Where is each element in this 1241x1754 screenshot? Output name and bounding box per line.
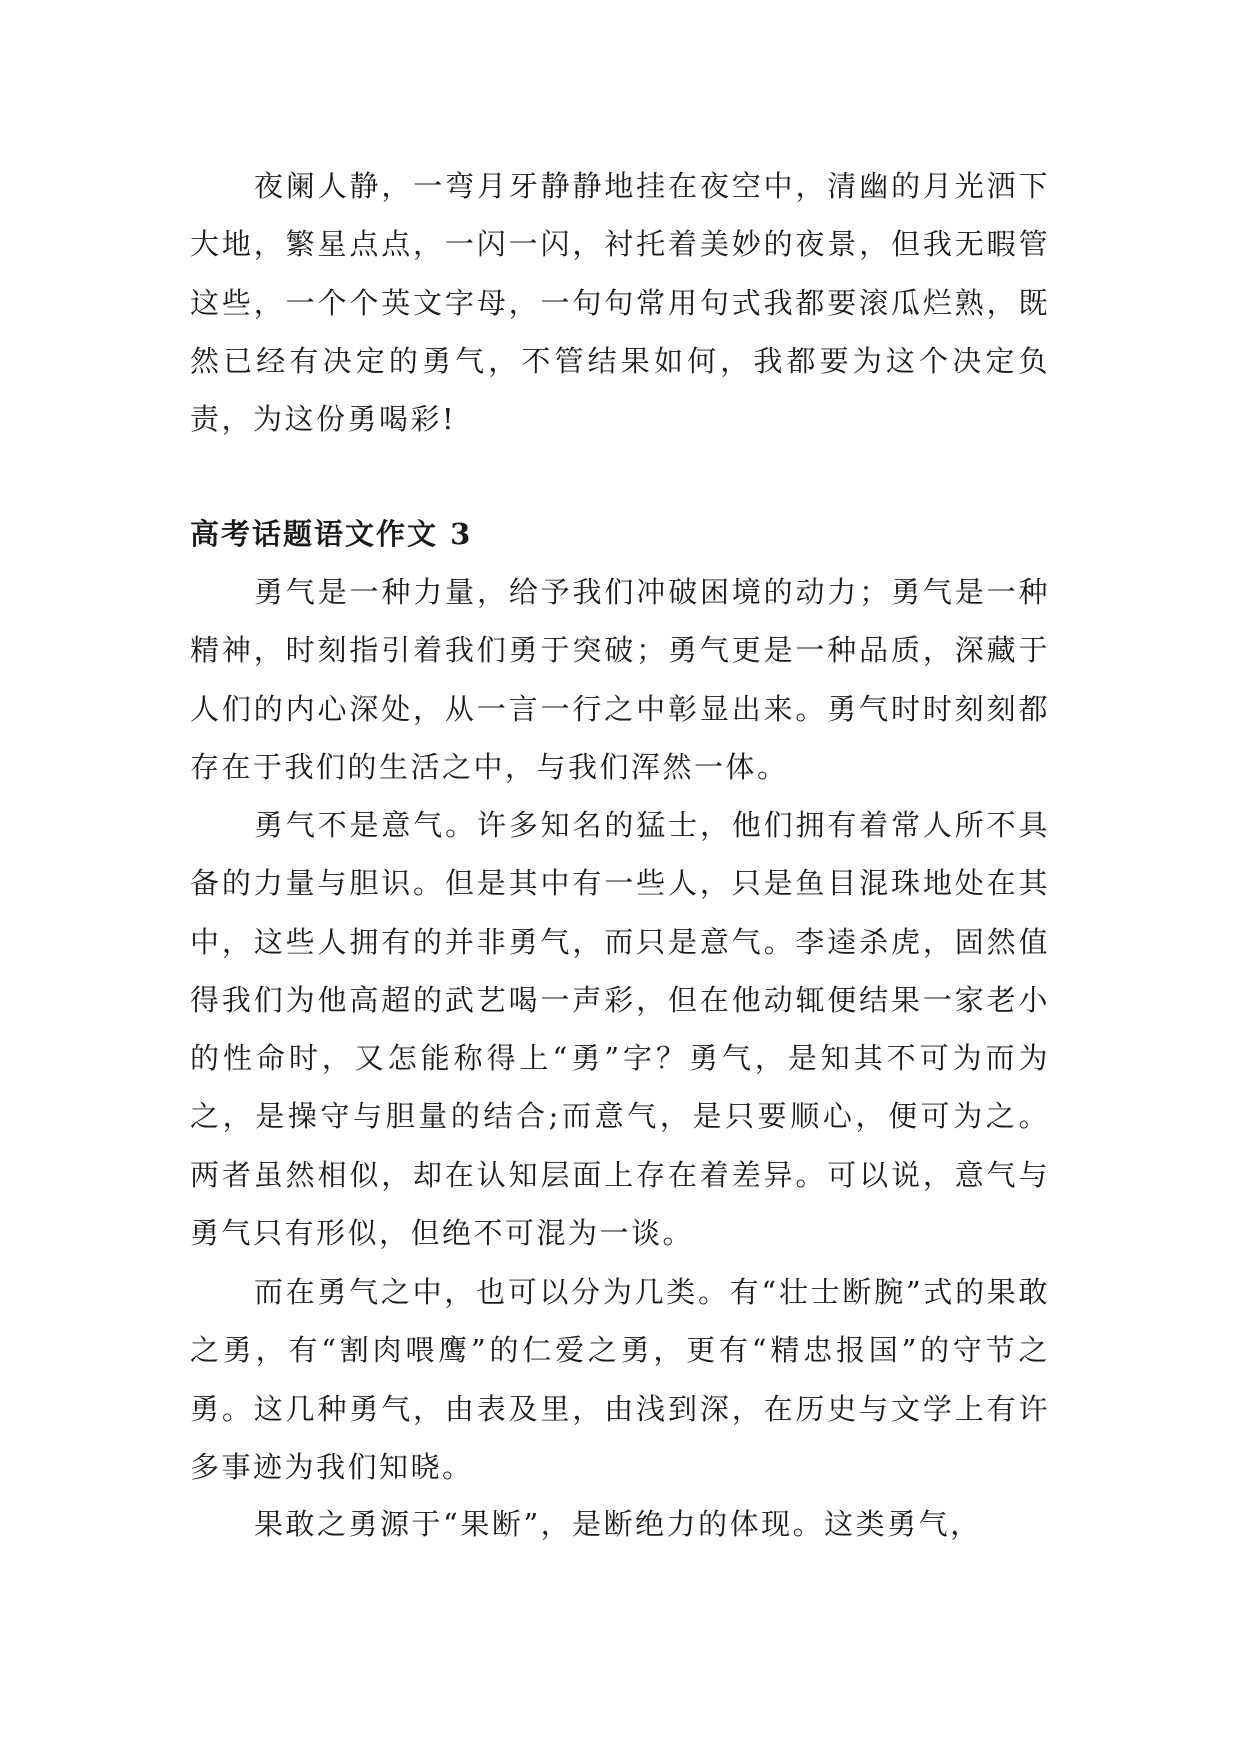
paragraph-courage-vs-impulse: 勇气不是意气。许多知名的猛士，他们拥有着常人所不具备的力量与胆识。但是其中有一些人，只是鱼目混珠地处在其中，这些人拥有的并非勇气，而只是意气。李逵杀虎，固然值得我们为他高超的武艺喝一声彩，但在他动辄便结果一家老小的性命时，又怎能称得上“勇”字？勇气，是知其不可为而为之，是操守与胆量的结合;而意气，是只要顺心，便可为之。两者虽然相似，却在认知层面上存在着差异。可以说，意气与勇气只有形似，但绝不可混为一谈。 <box>190 808 1050 1251</box>
essay-heading: 高考话题语文作文 3 <box>190 517 473 551</box>
paragraph-courage-intro: 勇气是一种力量，给予我们冲破困境的动力；勇气是一种精神，时刻指引着我们勇于突破；勇气更是一种品质，深藏于人们的内心深处，从一言一行之中彰显出来。勇气时时刻刻都存在于我们的生活之中，与我们浑然一体。 <box>190 575 1050 784</box>
paragraph-night-study: 夜阑人静，一弯月牙静静地挂在夜空中，清幽的月光洒下大地，繁星点点，一闪一闪，衬托着美妙的夜景，但我无暇管这些，一个个英文字母，一句句常用句式我都要滚瓜烂熟，既然已经有决定的勇气，不管结果如何，我都要为这个决定负责，为这份勇喝彩! <box>190 169 1050 437</box>
paragraph-decisive-courage: 果敢之勇源于“果断”，是断绝力的体现。这类勇气， <box>254 1507 982 1541</box>
paragraph-types-of-courage: 而在勇气之中，也可以分为几类。有“壮士断腕”式的果敢之勇，有“割肉喂鹰”的仁爱之勇，更有“精忠报国”的守节之勇。这几种勇气，由表及里，由浅到深，在历史与文学上有许多事迹为我们知晓。 <box>190 1275 1050 1484</box>
